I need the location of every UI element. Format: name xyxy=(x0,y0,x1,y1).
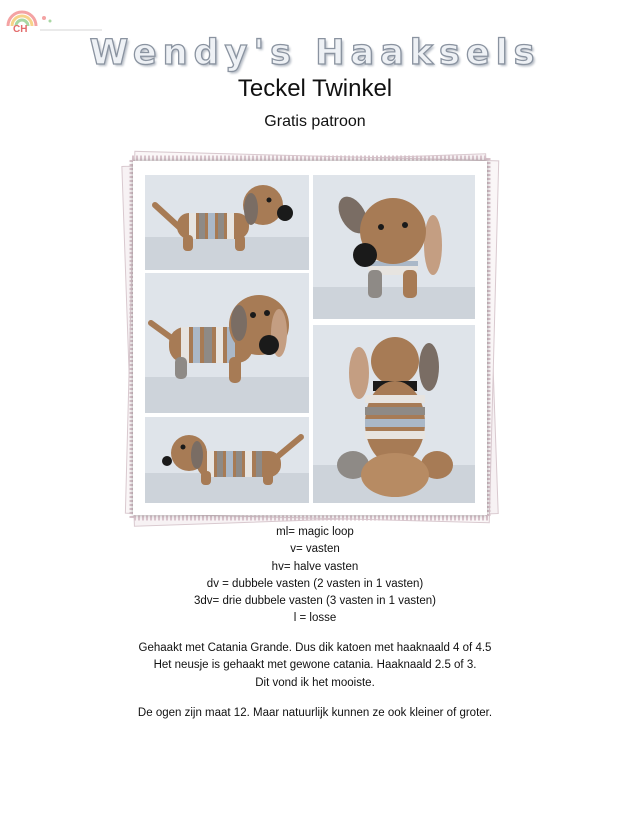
stitch-abbreviations xyxy=(0,524,630,628)
photo-dachshund-back xyxy=(313,325,475,503)
page-title: Teckel Twinkel xyxy=(237,75,393,102)
note-line: Dit vond ik het mooiste. xyxy=(255,676,375,689)
photo-dachshund-three-quarter xyxy=(145,273,309,413)
photo-dachshund-side xyxy=(145,175,309,270)
note-line: Het neusje is gehaakt met gewone catania. Haaknaald 2.5 of 3. xyxy=(153,659,477,672)
page-subtitle: Gratis patroon xyxy=(264,113,366,130)
site-logo xyxy=(4,4,104,34)
abbreviation-line: v= vasten xyxy=(290,543,340,556)
photo-dachshund-front xyxy=(313,175,475,319)
abbreviation-line: 3dv= drie dubbele vasten (3 vasten in 1 vasten) xyxy=(194,595,436,608)
photo-frame xyxy=(133,161,487,515)
material-notes xyxy=(0,640,630,692)
abbreviation-line: dv = dubbele vasten (2 vasten in 1 vasten) xyxy=(206,577,424,590)
eyes-note: De ogen zijn maat 12. Maar natuurlijk kunnen ze ook kleiner of groter. xyxy=(137,707,493,719)
photo-dachshund-lying xyxy=(145,417,309,503)
logo-text: CH xyxy=(13,24,28,34)
abbreviation-line: hv= halve vasten xyxy=(271,560,359,573)
banner-title: Wendy's Haaksels xyxy=(89,33,541,73)
abbreviation-line: l = losse xyxy=(293,612,337,625)
abbreviation-line: ml= magic loop xyxy=(276,526,354,538)
note-line: Gehaakt met Catania Grande. Dus dik katoen met haaknaald 4 of 4.5 xyxy=(138,642,492,654)
